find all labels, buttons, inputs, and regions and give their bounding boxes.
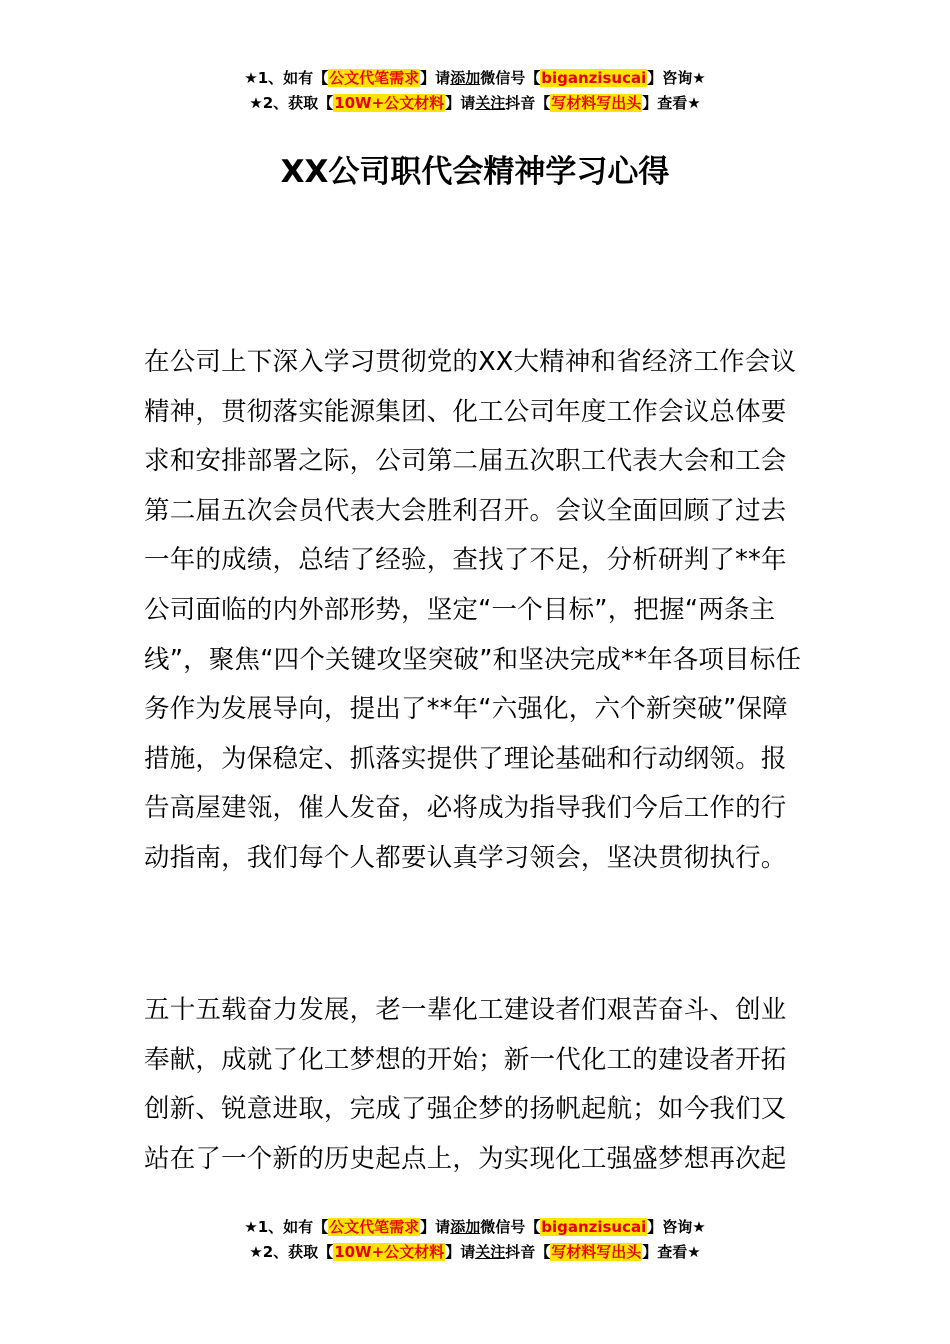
banner-text: 】请 — [420, 69, 451, 87]
banner-text: 】咨询★ — [647, 1218, 706, 1236]
banner-line-2 — [0, 1240, 950, 1265]
banner-text: 】查看★ — [642, 1243, 701, 1261]
banner-emphasis: 添加 — [450, 69, 481, 87]
banner-text: 】请 — [445, 1243, 476, 1261]
banner-highlight: biganzisucai — [541, 1218, 647, 1236]
banner-text: 】请 — [420, 1218, 451, 1236]
banner-highlight: 写材料写出头 — [551, 94, 642, 112]
banner-emphasis: 关注 — [475, 94, 506, 112]
banner-text: 抖音【 — [505, 1243, 551, 1261]
banner-text: ★1、如有【 — [244, 1218, 329, 1236]
body-paragraph-1: 在公司上下深入学习贯彻党的XX大精神和省经济工作会议精神，贯彻落实能源集团、化工公司年度工作会议总体要求和安排部署之际，公司第二届五次职工代表大会和工会第二届五次会员代表大会胜利召开。会议全面回顾了过去一年的成绩，总结了经验，查找了不足，分析研判了**年公司面临的内外部形势，坚定“一个目标”，把握“两条主线”，聚焦“四个关键攻坚突破”和坚决完成**年各项目标任务作为发展导向，提出了**年“六强化，六个新突破”保障措施，为保稳定、抓落实提供了理论基础和行动纲领。报告高屋建瓴，催人发奋，必将成为指导我们今后工作的行动指南，我们每个人都要认真学习领会，坚决贯彻执行。 — [144, 347, 802, 873]
banner-text: 抖音【 — [505, 94, 551, 112]
footer-banner — [0, 1215, 950, 1265]
banner-text: ★2、获取【 — [249, 1243, 334, 1261]
page-title: XX公司职代会精神学习心得 — [280, 154, 670, 190]
banner-line-1 — [0, 66, 950, 91]
banner-text: 】咨询★ — [647, 69, 706, 87]
banner-highlight: 公文代笔需求 — [329, 69, 420, 87]
banner-text: ★1、如有【 — [244, 69, 329, 87]
banner-highlight: biganzisucai — [541, 69, 647, 87]
banner-line-2 — [0, 91, 950, 116]
banner-highlight: 10W+公文材料 — [334, 1243, 445, 1261]
banner-highlight: 写材料写出头 — [551, 1243, 642, 1261]
banner-text: 】请 — [445, 94, 476, 112]
banner-text: ★2、获取【 — [249, 94, 334, 112]
header-banner — [0, 66, 950, 116]
banner-highlight: 公文代笔需求 — [329, 1218, 420, 1236]
banner-text: 微信号【 — [480, 69, 541, 87]
banner-text: 微信号【 — [480, 1218, 541, 1236]
banner-emphasis: 添加 — [450, 1218, 481, 1236]
banner-line-1 — [0, 1215, 950, 1240]
body-paragraph-2: 五十五载奋力发展，老一辈化工建设者们艰苦奋斗、创业奉献，成就了化工梦想的开始；新一代化工的建设者开拓创新、锐意进取，完成了强企梦的扬帆起航；如今我们又站在了一个新的历史起点上，为实现化工强盛梦想再次起 — [144, 995, 787, 1174]
banner-emphasis: 关注 — [475, 1243, 506, 1261]
banner-text: 】查看★ — [642, 94, 701, 112]
banner-highlight: 10W+公文材料 — [334, 94, 445, 112]
